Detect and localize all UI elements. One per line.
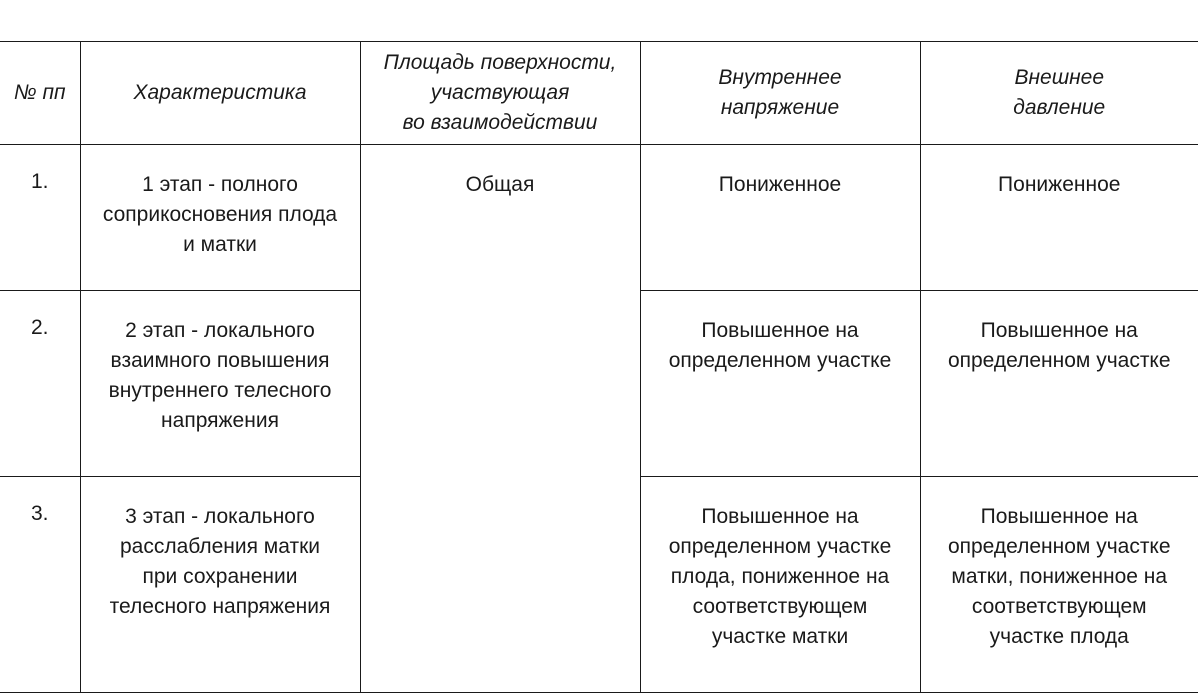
row-num: 1.: [30, 170, 49, 193]
row-internal-tension: Повышенное на определенном участке плода, пониженное на соответствующем участке матки: [668, 505, 892, 648]
row-num-cell: [0, 145, 80, 291]
row-num: 2.: [30, 316, 49, 339]
header-surface-area: [360, 42, 640, 145]
row-external-pressure: Повышенное на определенном участке матки, пониженное на соответствующем участке плода: [947, 505, 1171, 648]
header-external-pressure-label: Внешнее давление: [1013, 66, 1106, 119]
header-external-pressure: [920, 42, 1198, 145]
row-characteristic-cell: [80, 291, 360, 477]
header-num: [0, 42, 80, 145]
stages-table: [0, 41, 1198, 693]
row-internal-tension-cell: [640, 477, 920, 693]
row-characteristic-cell: [80, 477, 360, 693]
row-external-pressure-cell: [920, 477, 1198, 693]
row-external-pressure: Повышенное на определенном участке: [947, 319, 1171, 372]
row-internal-tension: Повышенное на определенном участке: [668, 319, 892, 372]
row-characteristic: 2 этап - локального взаимного повышения внутреннего телесного напряжения: [108, 319, 332, 432]
row-external-pressure-cell: [920, 291, 1198, 477]
header-internal-tension-label: Внутреннее напряжение: [718, 66, 842, 119]
surface-area-cell: [360, 145, 640, 693]
header-row: [0, 42, 1198, 145]
surface-area-value: Общая: [465, 173, 535, 196]
row-external-pressure-cell: [920, 145, 1198, 291]
header-characteristic: [80, 42, 360, 145]
row-num-cell: [0, 477, 80, 693]
table-row: [0, 145, 1198, 291]
header-characteristic-label: Характеристика: [133, 81, 307, 104]
row-num-cell: [0, 291, 80, 477]
row-characteristic: 1 этап - полного соприкосновения плода и матки: [102, 173, 338, 256]
header-surface-area-label: Площадь поверхности, участвующая во взаимодействии: [383, 51, 617, 134]
row-internal-tension-cell: [640, 291, 920, 477]
row-characteristic: 3 этап - локального расслабления матки при сохранении телесного напряжения: [109, 505, 331, 618]
header-internal-tension: [640, 42, 920, 145]
row-characteristic-cell: [80, 145, 360, 291]
header-num-label: № пп: [13, 81, 66, 104]
row-external-pressure: Пониженное: [998, 173, 1121, 196]
row-internal-tension: Пониженное: [718, 173, 842, 196]
row-num: 3.: [30, 502, 49, 525]
row-internal-tension-cell: [640, 145, 920, 291]
